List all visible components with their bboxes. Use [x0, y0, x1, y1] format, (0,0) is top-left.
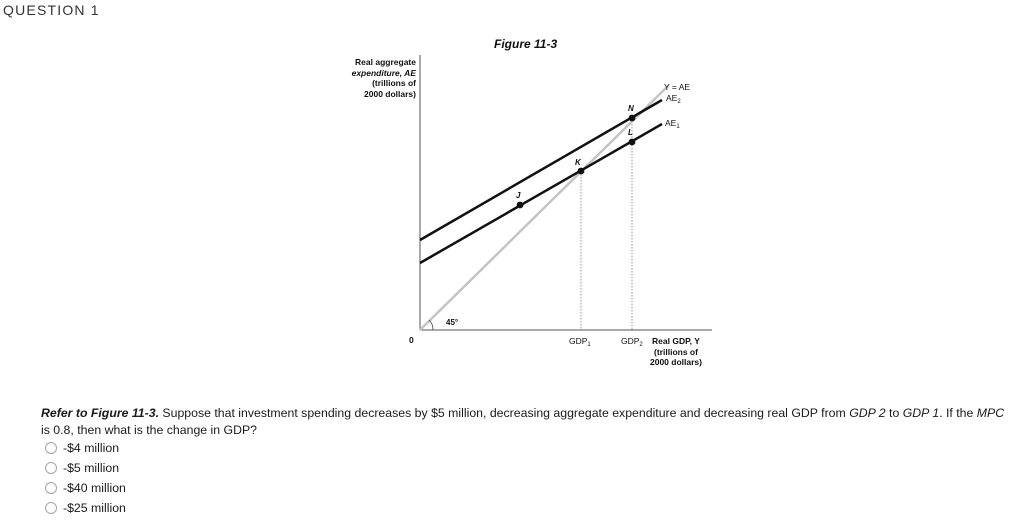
point-l-label: L [628, 128, 633, 137]
radio-button[interactable] [45, 462, 57, 474]
y-axis-label-line: Real aggregate [355, 57, 416, 67]
figure-title: Figure 11-3 [494, 37, 558, 51]
y-equals-ae-label: Y = AE [664, 82, 691, 92]
ae1-line [420, 124, 662, 263]
gdp1-tick-label: $GDP_1$ [569, 336, 591, 348]
question-text-part: . If the [939, 406, 977, 420]
radio-button[interactable] [45, 442, 57, 454]
point-n [629, 115, 636, 122]
answer-option[interactable] [45, 438, 126, 458]
answer-label: -$5 million [63, 461, 120, 475]
x-axis-label-line: Real GDP, Y [652, 336, 700, 346]
point-l [629, 139, 636, 146]
question-lead: Refer to Figure 11-3. [41, 406, 159, 420]
angle-label: 45° [446, 318, 459, 327]
x-axis-label-line: (trillions of [654, 346, 698, 357]
forty-five-degree-line [420, 86, 668, 330]
question-text-part: to [885, 406, 903, 420]
answer-label: -$40 million [63, 481, 126, 495]
mpc-inline: MPC [976, 406, 1005, 420]
question-text-part: Suppose that investment spending decreases by $5 million, decreasing aggregate expenditure and decreasing real GDP from [159, 406, 850, 420]
ae2-line [420, 100, 662, 240]
question-text-part: is 0.8, then what is the change in GDP? [41, 423, 258, 437]
gdp2-inline: GDP 2 [849, 406, 886, 420]
answer-option[interactable] [45, 498, 126, 518]
gdp2-tick-label: $GDP_2$ [621, 336, 643, 348]
answer-label: -$25 million [63, 501, 126, 515]
gdp1-inline: GDP 1 [902, 406, 940, 420]
radio-button[interactable] [45, 502, 57, 514]
answer-label: -$4 million [63, 441, 120, 455]
x-axis-label-line: 2000 dollars) [650, 357, 702, 367]
answer-option[interactable] [45, 478, 126, 498]
ae1-label: $AE_1$ [665, 118, 680, 130]
origin-label: 0 [409, 335, 414, 345]
answer-option[interactable] [45, 458, 126, 478]
point-k [578, 168, 585, 175]
ae2-label: $AE_2$ [666, 93, 681, 105]
point-n-label: N [628, 104, 634, 113]
answer-options [45, 438, 126, 518]
y-axis-label-line: (trillions of [372, 78, 416, 88]
radio-button[interactable] [45, 482, 57, 494]
point-j [517, 202, 524, 209]
y-axis-label-line: expenditure, AE [351, 67, 416, 78]
y-axis-label-line: 2000 dollars) [364, 88, 416, 99]
x-axis-label [650, 336, 702, 368]
question-text [41, 405, 1006, 439]
point-j-label: J [516, 191, 521, 200]
point-k-label: K [575, 158, 581, 167]
question-header: QUESTION 1 [3, 2, 100, 18]
